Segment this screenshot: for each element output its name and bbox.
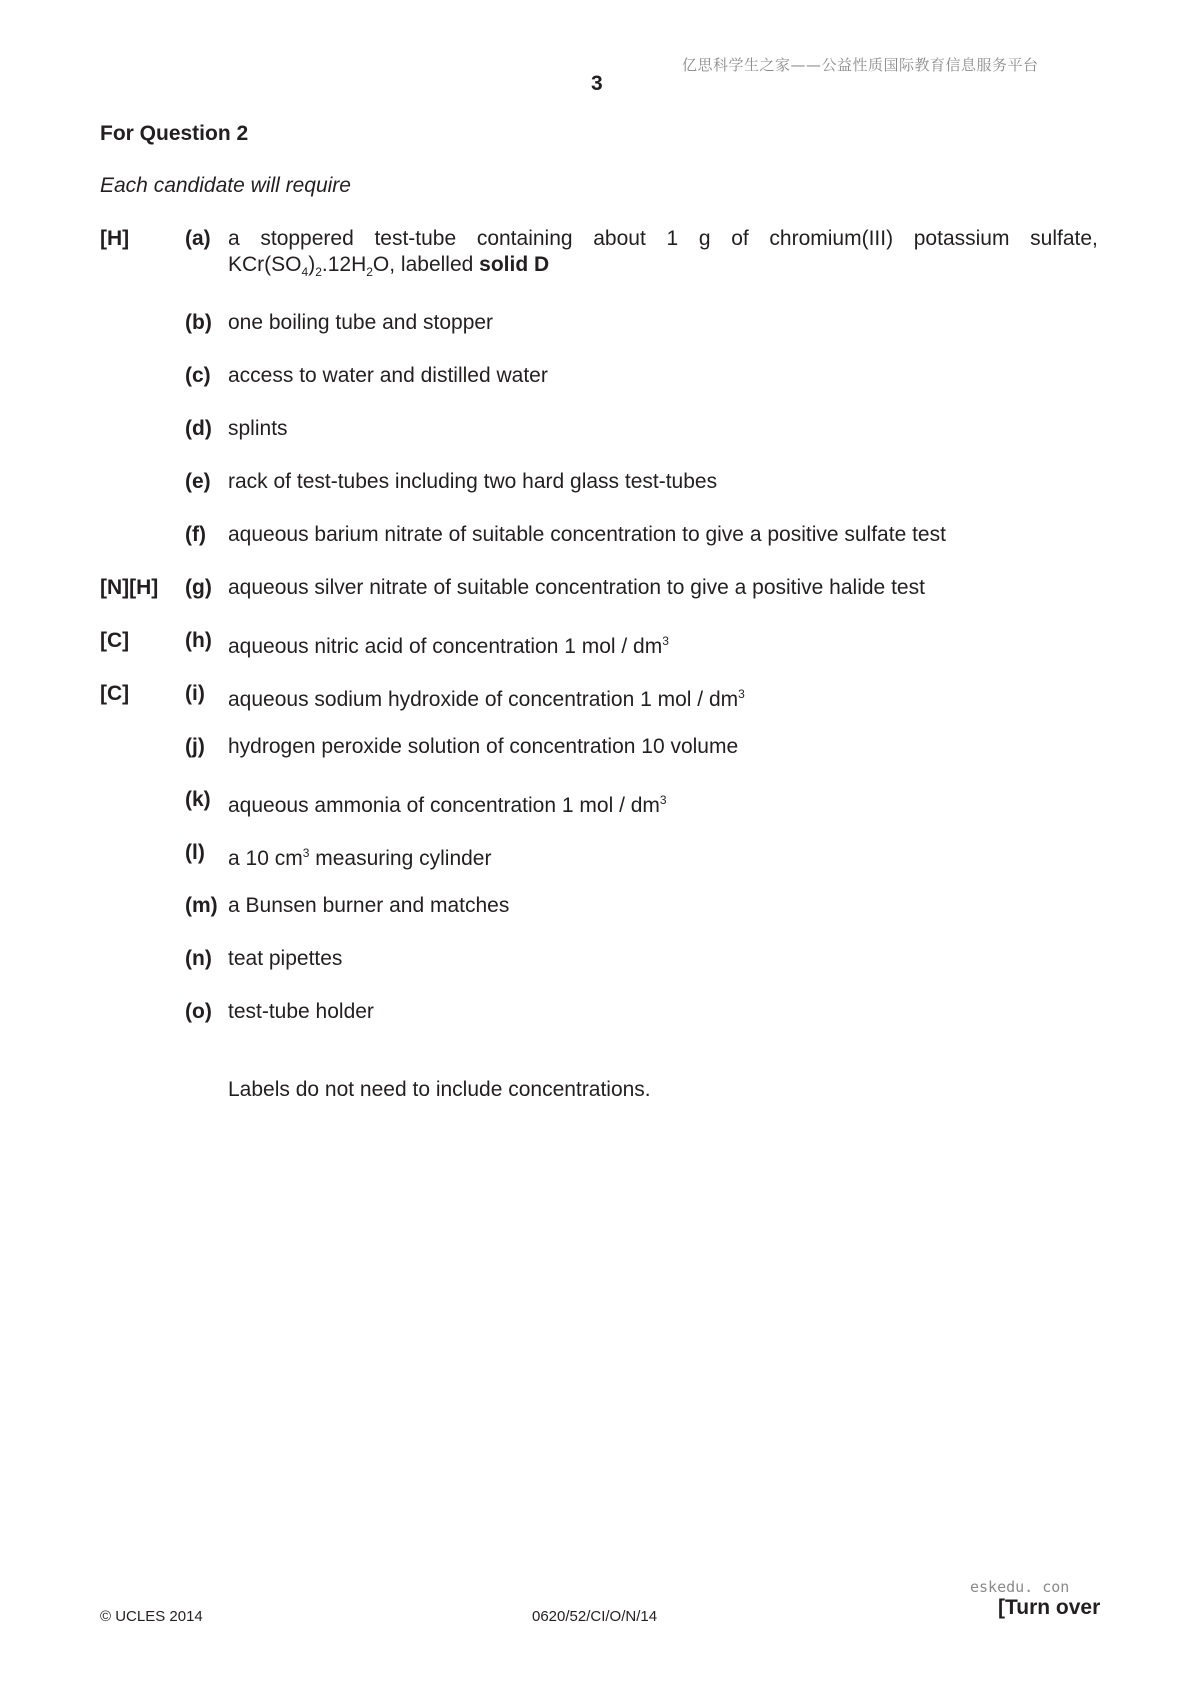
item-a-word: sulfate, <box>1030 227 1098 250</box>
item-text: splints <box>228 417 288 440</box>
item-a-word: 1 <box>666 227 679 250</box>
item-letter: (f) <box>185 523 206 546</box>
item-text: hydrogen peroxide solution of concentration 10 volume <box>228 735 739 758</box>
paper-code: 0620/52/CI/O/N/14 <box>532 1608 658 1625</box>
item-a-word: a <box>228 227 240 250</box>
page-number: 3 <box>591 72 603 95</box>
item-letter: (g) <box>185 576 212 599</box>
item-letter: (h) <box>185 629 212 652</box>
item-a-formula: $KCr(SO_4)_2.12H_2O$, labelled solid D <box>228 253 550 280</box>
turn-over: [Turn over <box>998 1596 1101 1619</box>
item-letter: (l) <box>185 841 205 864</box>
item-letter: (n) <box>185 947 212 970</box>
item-text: a Bunsen burner and matches <box>228 894 510 917</box>
item-text: test-tube holder <box>228 1000 374 1023</box>
item-a-word: of <box>731 227 749 250</box>
item-letter: (m) <box>185 894 218 917</box>
item-text: aqueous sodium hydroxide of concentration 1 mol / $dm^3$ <box>228 687 745 711</box>
item-letter: (b) <box>185 311 212 334</box>
concentration-note: Labels do not need to include concentrations. <box>228 1078 651 1101</box>
item-text: aqueous ammonia of concentration 1 mol / $dm^3$ <box>228 793 667 817</box>
item-tag: [C] <box>100 682 130 705</box>
copyright: © UCLES 2014 <box>100 1608 203 1625</box>
item-letter: (j) <box>185 735 205 758</box>
item-letter: (c) <box>185 364 211 387</box>
item-text: aqueous silver nitrate of suitable concentration to give a positive halide test <box>228 576 925 599</box>
item-tag: [H] <box>100 227 130 250</box>
item-text: access to water and distilled water <box>228 364 548 387</box>
item-letter: (k) <box>185 788 211 811</box>
question-heading: For Question 2 <box>100 122 249 145</box>
item-a-word: g <box>698 227 711 250</box>
item-a-word: stoppered <box>260 227 354 250</box>
item-a-word: potassium <box>913 227 1010 250</box>
intro-text: Each candidate will require <box>100 174 351 197</box>
item-text: aqueous nitric acid of concentration 1 mol / $dm^3$ <box>228 634 669 658</box>
item-letter: (o) <box>185 1000 212 1023</box>
top-watermark: 亿思科学生之家——公益性质国际教育信息服务平台 <box>682 56 1039 74</box>
solid-d-label: solid D <box>479 253 550 276</box>
item-tag: [C] <box>100 629 130 652</box>
item-letter: (d) <box>185 417 212 440</box>
item-letter: (a) <box>185 227 211 250</box>
item-text: one boiling tube and stopper <box>228 311 494 334</box>
item-text: aqueous barium nitrate of suitable concentration to give a positive sulfate test <box>228 523 946 546</box>
item-text <box>228 226 1098 285</box>
item-a-word: containing <box>476 227 573 250</box>
item-letter: (i) <box>185 682 205 705</box>
item-text: rack of test-tubes including two hard glass test-tubes <box>228 470 718 493</box>
item-a-word: test-tube <box>374 227 457 250</box>
item-letter: (e) <box>185 470 211 493</box>
item-tag: [N][H] <box>100 576 159 599</box>
item-text: a 10 $cm^3$ measuring cylinder <box>228 846 492 870</box>
bottom-watermark: eskedu. con <box>970 1578 1070 1596</box>
item-a-word: chromium(III) <box>769 227 894 250</box>
item-a-word: about <box>593 227 646 250</box>
item-text: teat pipettes <box>228 947 343 970</box>
